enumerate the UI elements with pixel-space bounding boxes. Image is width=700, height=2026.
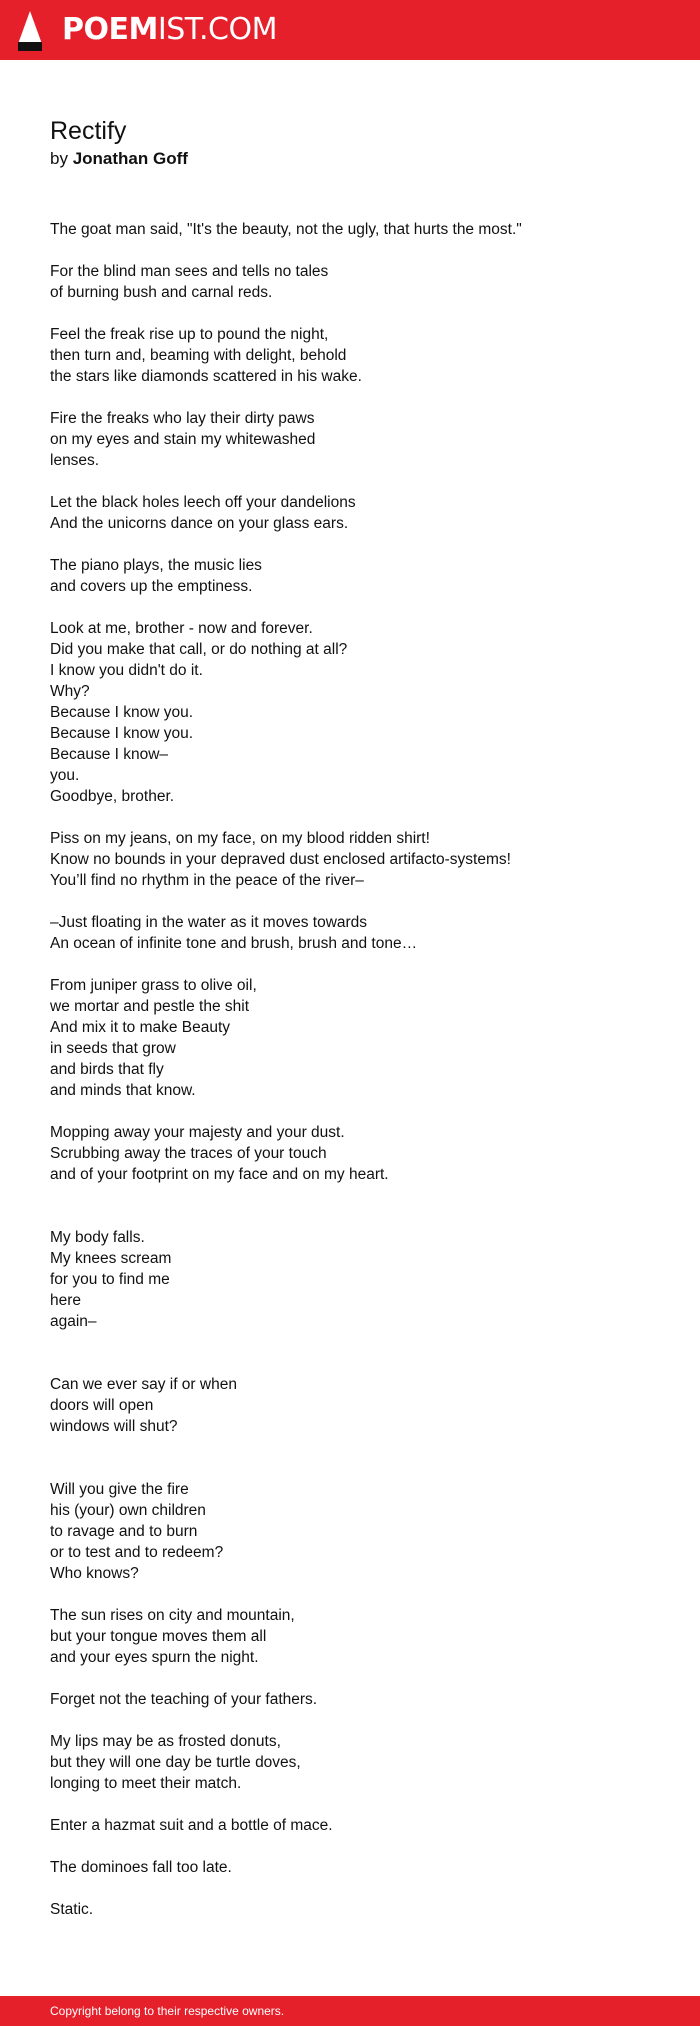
poem-line: My knees scream (50, 1250, 172, 1267)
poem-line: you. (50, 767, 80, 784)
poem-line (50, 597, 670, 618)
poem-line (50, 1878, 670, 1899)
poem-line: the stars like diamonds scattered in his wake. (50, 368, 362, 385)
poem-line: and covers up the emptiness. (50, 578, 253, 595)
poem-line (50, 1668, 670, 1689)
poem-title: Rectify (50, 117, 127, 145)
poem-line: Mopping away your majesty and your dust. (50, 1124, 345, 1141)
byline (50, 148, 188, 170)
poem-line: Piss on my jeans, on my face, on my blood ridden shirt! (50, 830, 430, 847)
poem-line (50, 240, 670, 261)
poem-body (50, 219, 670, 1920)
site-logo[interactable] (62, 10, 277, 50)
poem-line (50, 303, 670, 324)
poem-line: Enter a hazmat suit and a bottle of mace. (50, 1817, 333, 1834)
poem-line (50, 954, 670, 975)
poem-line (50, 1332, 670, 1353)
poem-line: for you to find me (50, 1271, 170, 1288)
poem-line: –Just floating in the water as it moves towards (50, 914, 368, 931)
poem-line: then turn and, beaming with delight, behold (50, 347, 347, 364)
poem-line: For the blind man sees and tells no tales (50, 263, 329, 280)
poem-line: Static. (50, 1901, 94, 1918)
poem-line: Can we ever say if or when (50, 1376, 237, 1393)
poem-line: The sun rises on city and mountain, (50, 1607, 295, 1624)
logo-bold-text: POEM (62, 12, 158, 47)
poem-line (50, 1710, 670, 1731)
site-footer (0, 1996, 700, 2026)
poem-line: Fire the freaks who lay their dirty paws (50, 410, 315, 427)
poem-line (50, 891, 670, 912)
poem-line: windows will shut? (50, 1418, 178, 1435)
poem-line: Because I know– (50, 746, 169, 763)
poem-line (50, 807, 670, 828)
poem-line: and of your footprint on my face and on my heart. (50, 1166, 389, 1183)
poem-line: longing to meet their match. (50, 1775, 242, 1792)
poem-line: and your eyes spurn the night. (50, 1649, 259, 1666)
poem-line: his (your) own children (50, 1502, 206, 1519)
poem-line: Forget not the teaching of your fathers. (50, 1691, 318, 1708)
poem-line: My lips may be as frosted donuts, (50, 1733, 281, 1750)
copyright-text: Copyright belong to their respective owners. (50, 2004, 285, 2018)
poem-line (50, 471, 670, 492)
poem-line: Know no bounds in your depraved dust enclosed artifacto-systems! (50, 851, 511, 868)
poem-line (50, 1437, 670, 1458)
poem-line (50, 1101, 670, 1122)
poem-line (50, 534, 670, 555)
poem-line (50, 1584, 670, 1605)
poem-line: Because I know you. (50, 725, 194, 742)
poem-line: and minds that know. (50, 1082, 196, 1099)
poem-line: Will you give the fire (50, 1481, 189, 1498)
poem-line: or to test and to redeem? (50, 1544, 224, 1561)
poem-line (50, 387, 670, 408)
poem-line: An ocean of infinite tone and brush, brush and tone… (50, 935, 418, 952)
site-header (0, 0, 700, 60)
poem-line: of burning bush and carnal reds. (50, 284, 273, 301)
logo-light-text: IST.COM (157, 12, 277, 47)
author-name: Jonathan Goff (72, 149, 188, 168)
poem-line: The piano plays, the music lies (50, 557, 262, 574)
poem-line: And the unicorns dance on your glass ears. (50, 515, 349, 532)
poem-line: again– (50, 1313, 97, 1330)
poem-line (50, 1836, 670, 1857)
poem-line: The goat man said, "It's the beauty, not the ugly, that hurts the most." (50, 221, 522, 238)
poem-line: I know you didn't do it. (50, 662, 203, 679)
poem-line: Because I know you. (50, 704, 194, 721)
poem-line: and birds that fly (50, 1061, 164, 1078)
poem-line: Why? (50, 683, 90, 700)
pencil-logo-icon[interactable] (17, 10, 43, 52)
poem-line (50, 1353, 670, 1374)
by-prefix: by (50, 149, 68, 168)
poem-line: Feel the freak rise up to pound the night, (50, 326, 329, 343)
poem-line: And mix it to make Beauty (50, 1019, 231, 1036)
poem-line: but your tongue moves them all (50, 1628, 267, 1645)
poem-line: The dominoes fall too late. (50, 1859, 232, 1876)
poem-line: Look at me, brother - now and forever. (50, 620, 313, 637)
poem-line: My body falls. (50, 1229, 145, 1246)
poem-line: in seeds that grow (50, 1040, 176, 1057)
poem-line: Who knows? (50, 1565, 139, 1582)
poem-line (50, 1794, 670, 1815)
poem-line: here (50, 1292, 82, 1309)
poem-line: on my eyes and stain my whitewashed (50, 431, 316, 448)
poem-line (50, 1185, 670, 1206)
poem-line: Goodbye, brother. (50, 788, 175, 805)
poem-line: but they will one day be turtle doves, (50, 1754, 301, 1771)
poem-line: From juniper grass to olive oil, (50, 977, 257, 994)
poem-line: doors will open (50, 1397, 154, 1414)
poem-line (50, 1458, 670, 1479)
poem-line: Let the black holes leech off your dandelions (50, 494, 356, 511)
poem-line: lenses. (50, 452, 100, 469)
poem-line: to ravage and to burn (50, 1523, 198, 1540)
poem-line: Scrubbing away the traces of your touch (50, 1145, 327, 1162)
poem-line (50, 1206, 670, 1227)
poem-line: Did you make that call, or do nothing at all? (50, 641, 348, 658)
poem-line: You’ll find no rhythm in the peace of the river– (50, 872, 364, 889)
poem-line: we mortar and pestle the shit (50, 998, 250, 1015)
